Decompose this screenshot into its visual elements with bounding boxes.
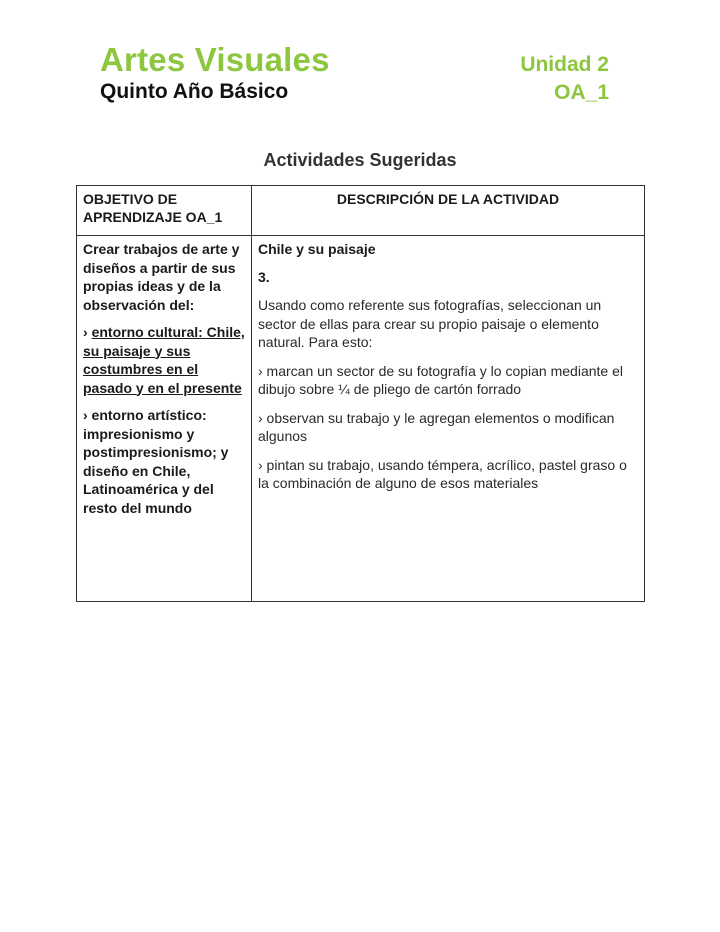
objective-item-artistic: › entorno artístico: impresionismo y postimpresionismo; y diseño en Chile, Latinoamérica y del resto del mundo [83,407,229,516]
activity-table [76,185,645,602]
table-body-row [77,236,645,602]
objective-column-header: OBJETIVO DE APRENDIZAJE OA_1 [77,186,252,236]
grade-title: Quinto Año Básico [100,80,289,103]
document-header-left [100,40,330,104]
document-header-right [520,52,609,106]
objective-item-marker: › [83,324,92,340]
objective-intro: Crear trabajos de arte y diseños a partir de sus propias ideas y de la observación del: [83,241,240,313]
table-header-row [77,186,645,236]
section-title: Actividades Sugeridas [263,150,457,170]
objective-cell [77,236,252,602]
activity-title: Chile y su paisaje [258,241,376,257]
activity-step: › pintan su trabajo, usando témpera, acrílico, pastel graso o la combinación de alguno de esos materiales [258,456,627,491]
objective-item-cultural [83,323,245,397]
activity-step: › observan su trabajo y le agregan elementos o modifican algunos [258,409,615,444]
activity-intro: Usando como referente sus fotografías, seleccionan un sector de ellas para crear su propio paisaje o elemento natural. Para esto: [258,297,602,350]
activity-step: › marcan un sector de su fotografía y lo copian mediante el dibujo sobre ¼ de pliego de cartón forrado [258,362,623,397]
objective-code-label: OA_1 [554,81,609,104]
subject-title: Artes Visuales [100,41,330,78]
objective-item-cultural-text: entorno cultural: Chile, su paisaje y sus costumbres en el pasado y en el presente [83,324,245,396]
activity-number: 3. [258,269,270,285]
description-cell [252,236,645,602]
unit-label: Unidad 2 [520,53,609,76]
description-column-header: DESCRIPCIÓN DE LA ACTIVIDAD [252,186,645,236]
